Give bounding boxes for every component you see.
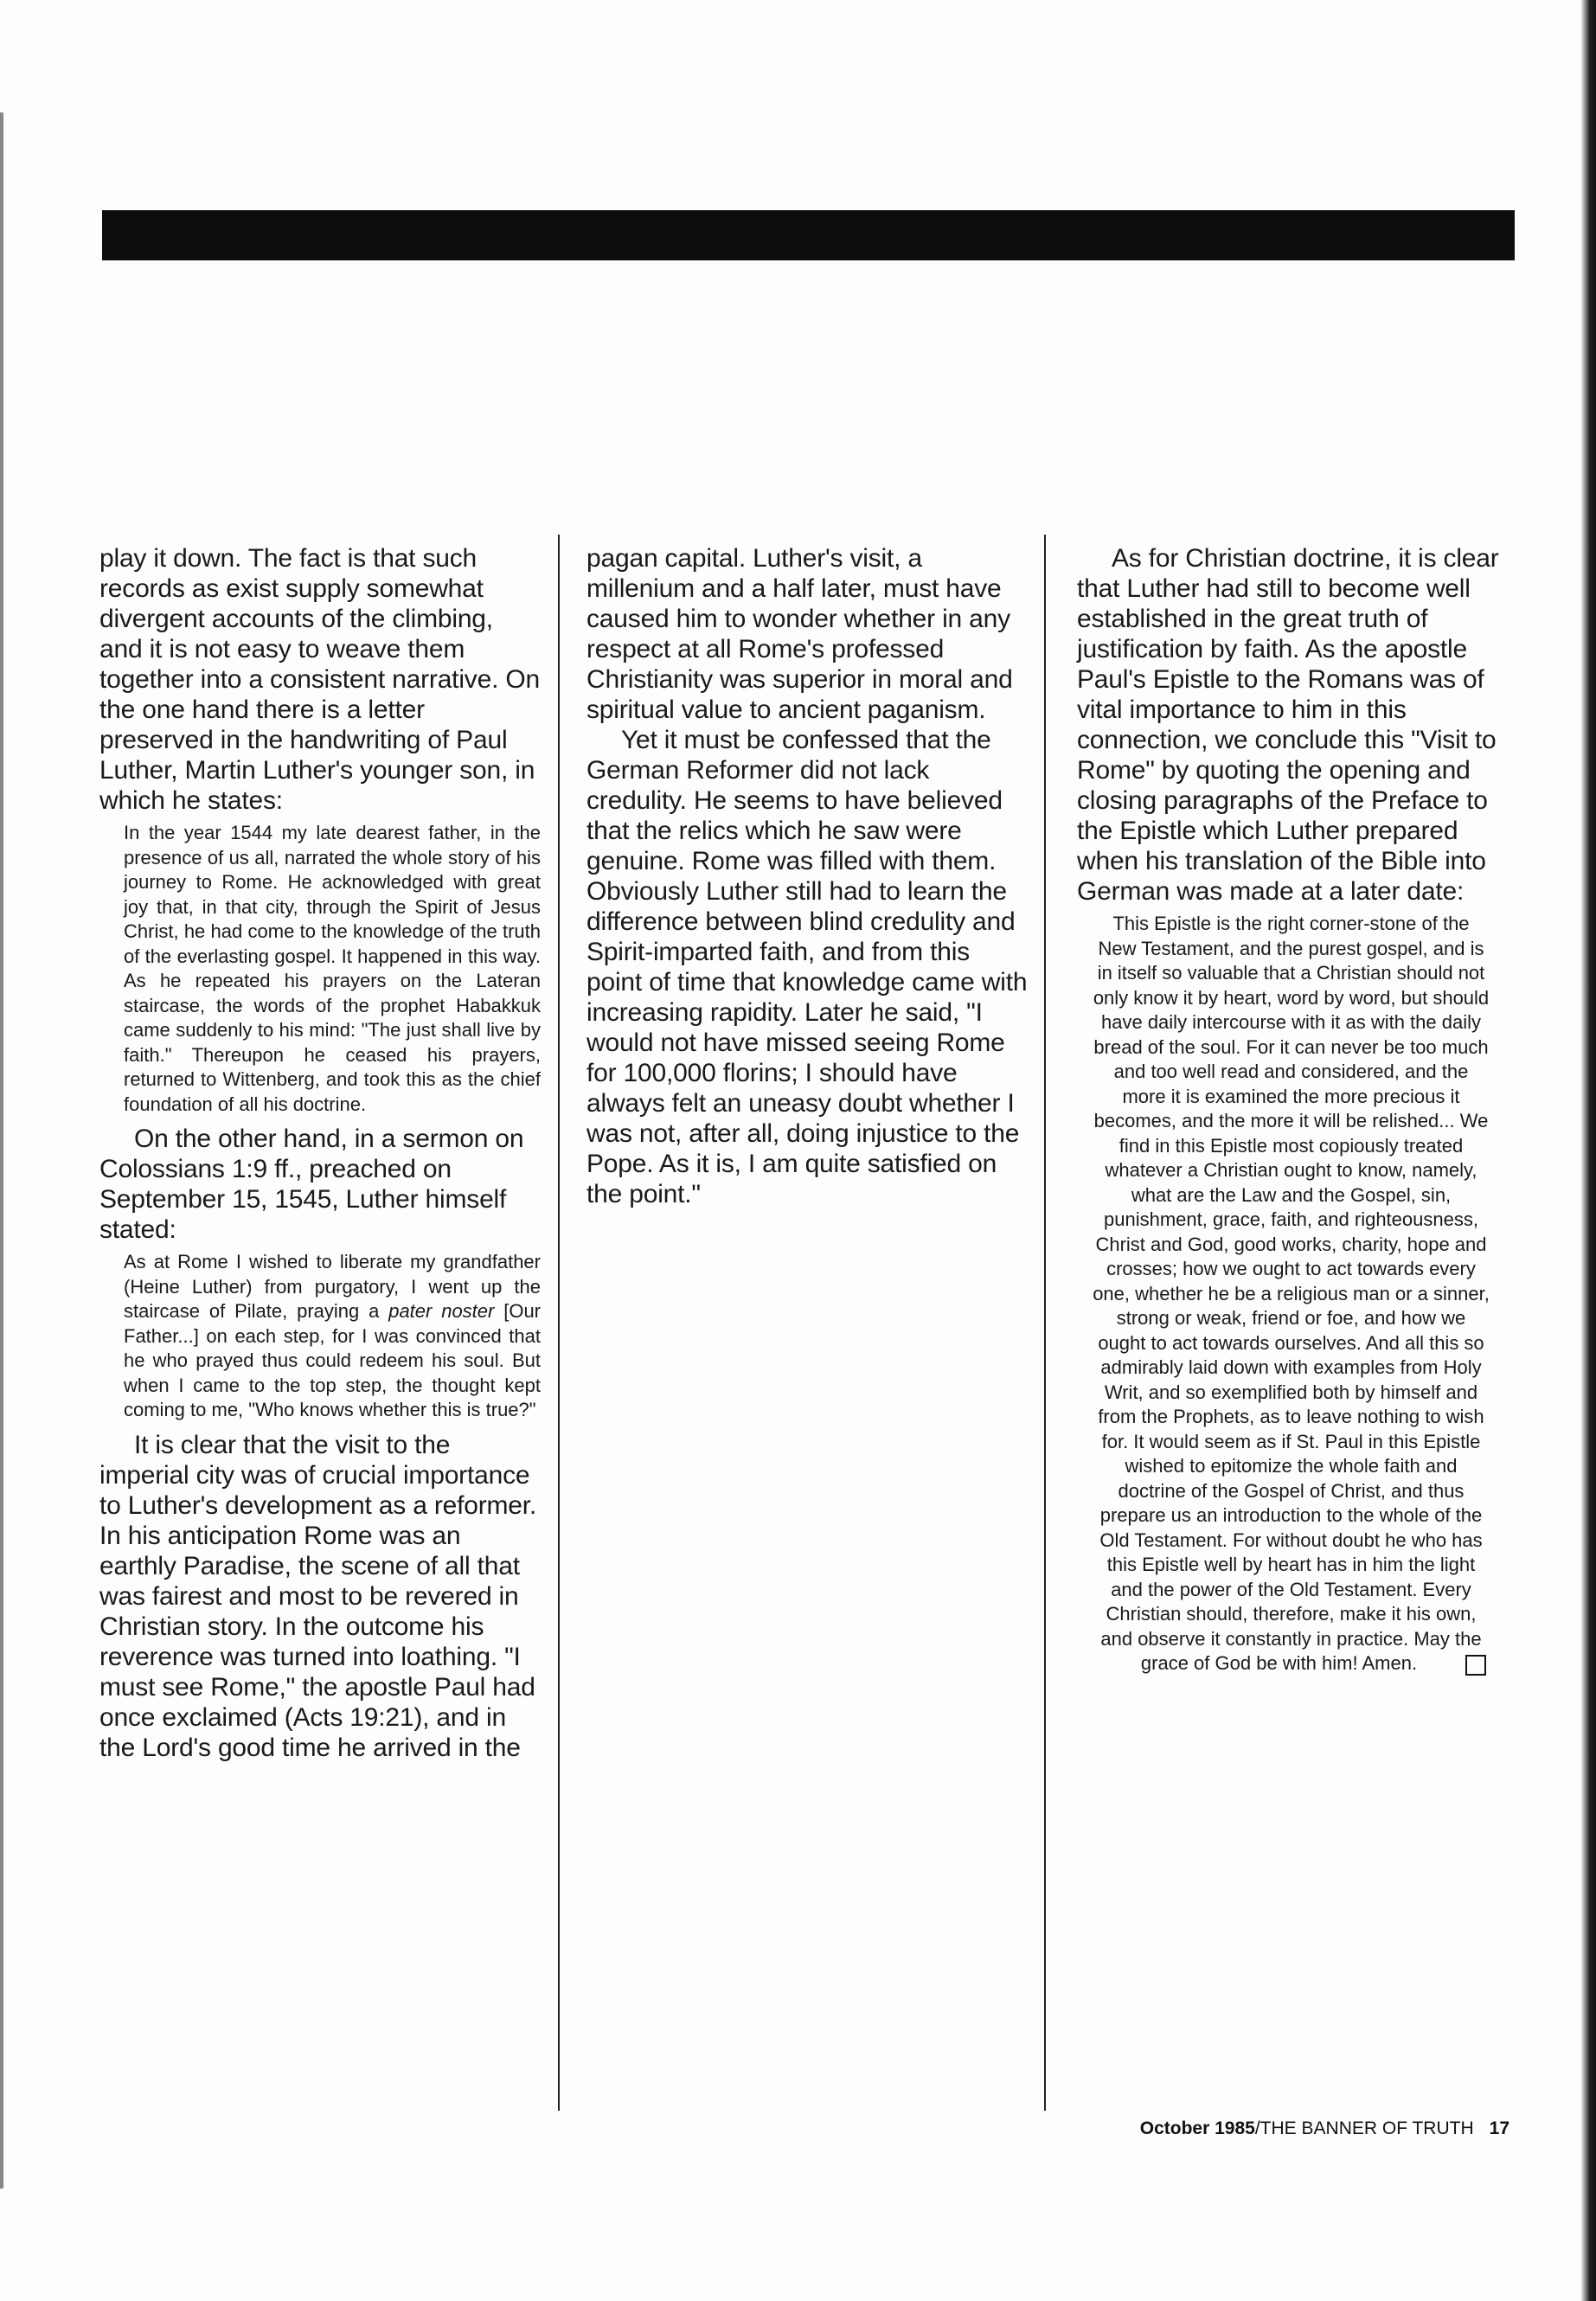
block-quote [1093,912,1490,1676]
quote-text: This Epistle is the right corner-stone of the New Testament, and the purest gospel, and is in itself so valuable that a Christian should not only know it by heart, word by word, but should have daily intercourse with it as with the daily bread of the soul. For it can never be too much and too well read and considered, and the more it is examined the more precious it becomes, and the more it will be relished... We find in this Epistle most copiously treated whatever a Christian ought to know, namely, what are the Law and the Gospel, sin, punishment, grace, faith, and righteousness, Christ and God, good works, charity, hope and crosses; how we ought to act towards every one, whether he be a religious man or a sinner, strong or weak, friend or foe, and how we ought to act towards ourselves. And all this so admirably laid down with examples from Holy Writ, and so exemplified both by himself and from the Prophets, as to leave nothing to wish for. It would seem as if St. Paul in this Epistle wished to epitomize the whole faith and doctrine of the Gospel of Christ, and thus prepare us an introduction to the whole of the Old Testament. For without doubt he who has this Epistle well by heart has in him the light and the power of the Old Testament. Every Christian should, therefore, make it his own, and observe it constantly in practice. May the grace of God be with him! Amen. [1093,913,1490,1674]
paragraph: It is clear that the visit to the imperial city was of crucial importance to Luther's development as a reformer. In his anticipation Rome was an earthly Paradise, the scene of all that was fairest and most to be revered in Christian story. In the outcome his reverence was turned into loathing. "I must see Rome," the apostle Paul had once exclaimed (Acts 19:21), and in the Lord's good time he arrived in the [99,1430,537,1762]
column-3 [1077,543,1505,1683]
page-footer [1140,2118,1509,2139]
paragraph: Yet it must be confessed that the German Reformer did not lack credulity. He seems to have believed that the relics which he saw were genuine. Rome was filled with them. Obviously Luther still had to learn the difference between blind credulity and Spirit-imparted faith, and from this point of time that knowledge came with increasing rapidity. Later he said, "I would not have missed seeing Rome for 100,000 florins; I should have always felt an uneasy doubt whether I was not, after all, doing injustice to the Pope. As it is, I am quite satisfied on the point." [586,726,1028,1208]
block-quote: In the year 1544 my late dearest father, in the presence of us all, narrated the whole story of his journey to Rome. He acknowledged with great joy that, in that city, through the Spirit of Jesus Christ, he had come to the knowledge of the truth of the everlasting gospel. It happened in this way. As he repeated his prayers on the Lateran staircase, the words of the prophet Habakkuk came suddenly to his mind: "The just shall live by faith." Thereupon he ceased his prayers, returned to Wittenberg, and took this as the chief foundation of all his doctrine. [124,822,541,1115]
paragraph: As for Christian doctrine, it is clear that Luther had still to become well established in the great truth of justification by faith. As the apostle Paul's Epistle to the Romans was of vital importance to him in this connection, we conclude this "Visit to Rome" by quoting the opening and closing paragraphs of the Preface to the Epistle which Luther prepared when his translation of the Bible into German was made at a later date: [1077,544,1499,906]
header-black-band [102,210,1515,260]
quote-text: [Our Father...] on each step, for I was convinced that he who prayed thus could redeem his soul. But when I came to the top step, the thought kept coming to me, "Who knows whether this is true?" [124,1300,542,1420]
scan-left-edge [0,112,3,2189]
end-mark-icon [1465,1655,1486,1676]
paragraph: play it down. The fact is that such records as exist supply somewhat divergent accounts of the climbing, and it is not easy to weave them together into a consistent narrative. On the one hand there is a letter preserved in the handwriting of Paul Luther, Martin Luther's younger son, in which he states: [99,544,540,815]
column-1 [99,543,541,1763]
column-2 [586,543,1028,1209]
paragraph: pagan capital. Luther's visit, a millenium and a half later, must have caused him to wonder whether in any respect at all Rome's professed Christianity was superior in moral and spiritual value to ancient paganism. [586,544,1013,724]
footer-date: October 1985 [1139,2118,1255,2138]
footer-publication: /THE BANNER OF TRUTH [1254,2118,1474,2138]
paragraph: On the other hand, in a sermon on Colossians 1:9 ff., preached on September 15, 1545, Luther himself stated: [99,1125,524,1244]
block-quote [124,1250,541,1423]
quote-text: As at Rome I wished to liberate my grandfather (Heine Luther) from purgatory, I went up the staircase of Pilate, praying a [124,1251,541,1322]
quote-emphasis: pater noster [388,1300,495,1322]
page-number: 17 [1489,2118,1509,2138]
column-rule-1 [558,535,560,2111]
column-rule-2 [1044,535,1046,2111]
scan-right-edge [1580,0,1596,2301]
